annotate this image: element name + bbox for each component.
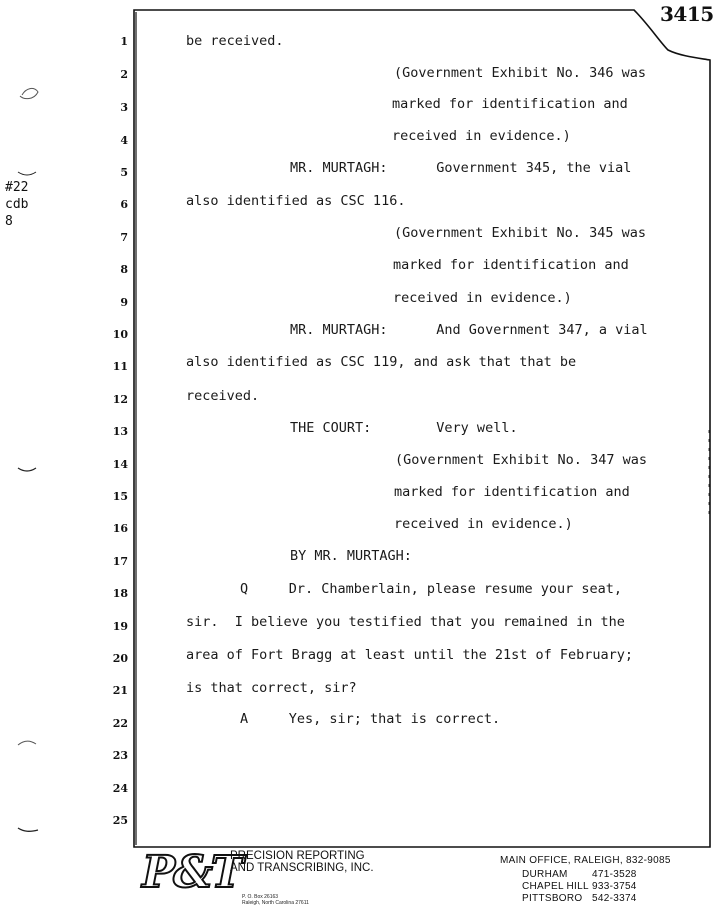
transcript-line: sir. I believe you testified that you remained in the (186, 614, 625, 630)
line-number: 14 (112, 458, 128, 471)
line-number: 23 (112, 749, 128, 762)
company-name-line2: AND TRANSCRIBING, INC. (230, 862, 374, 874)
margin-note: 8 (5, 214, 13, 229)
transcript-line: THE COURT: Very well. (290, 420, 518, 436)
transcript-line: received in evidence.) (392, 128, 571, 144)
office-phone: 471-3528 (592, 869, 637, 880)
transcript-line: A Yes, sir; that is correct. (240, 711, 501, 727)
transcript-line: Q Dr. Chamberlain, please resume your seat, (240, 581, 623, 597)
page-number: 3415 (660, 2, 714, 26)
line-number: 8 (120, 263, 128, 276)
line-number: 15 (112, 490, 128, 503)
line-number: 10 (112, 328, 128, 341)
line-number: 1 (120, 35, 128, 48)
office-city: CHAPEL HILL (522, 881, 589, 892)
line-number: 20 (112, 652, 128, 665)
line-number: 3 (120, 101, 128, 114)
margin-note: cdb (5, 197, 29, 212)
company-address-line2: Raleigh, North Carolina 27611 (242, 900, 309, 906)
main-office: MAIN OFFICE, RALEIGH, 832-9085 (500, 855, 671, 866)
line-number: 18 (112, 587, 128, 600)
line-number: 21 (112, 684, 128, 697)
line-number: 6 (120, 198, 128, 211)
office-city: PITTSBORO (522, 893, 583, 904)
company-name-line1: PRECISION REPORTING (230, 850, 365, 862)
transcript-line: be received. (186, 33, 284, 49)
line-number: 13 (112, 425, 128, 438)
line-number: 22 (112, 717, 128, 730)
transcript-line: marked for identification and (392, 96, 628, 112)
transcript-line: MR. MURTAGH: Government 345, the vial (290, 160, 632, 176)
office-phone: 542-3374 (592, 893, 637, 904)
transcript-line: (Government Exhibit No. 345 was (394, 225, 646, 241)
company-logo: P&T (142, 847, 242, 898)
margin-note: #22 (5, 180, 29, 195)
transcript-line: is that correct, sir? (186, 680, 357, 696)
line-number: 17 (112, 555, 128, 568)
transcript-line: received. (186, 388, 260, 404)
transcript-line: also identified as CSC 119, and ask that that be (186, 354, 577, 370)
transcript-line: received in evidence.) (393, 290, 572, 306)
transcript-line: marked for identification and (394, 484, 630, 500)
line-number: 4 (120, 134, 128, 147)
transcript-line: marked for identification and (393, 257, 629, 273)
office-phone: 933-3754 (592, 881, 637, 892)
line-number: 9 (120, 296, 128, 309)
transcript-line: (Government Exhibit No. 346 was (394, 65, 646, 81)
transcript-line: (Government Exhibit No. 347 was (395, 452, 647, 468)
line-number: 24 (112, 782, 128, 795)
line-number: 12 (112, 393, 128, 406)
line-number: 7 (120, 231, 128, 244)
line-number: 25 (112, 814, 128, 827)
transcript-line: BY MR. MURTAGH: (290, 548, 412, 564)
company-address-line1: P. O. Box 26163 (242, 894, 279, 900)
line-number: 11 (112, 360, 128, 373)
transcript-line: MR. MURTAGH: And Government 347, a vial (290, 322, 648, 338)
line-number: 19 (112, 620, 128, 633)
transcript-line: also identified as CSC 116. (186, 193, 406, 209)
line-number: 16 (112, 522, 128, 535)
line-number: 5 (120, 166, 128, 179)
transcript-line: received in evidence.) (394, 516, 573, 532)
transcript-line: area of Fort Bragg at least until the 21st of February; (186, 647, 634, 663)
line-number: 2 (120, 68, 128, 81)
office-city: DURHAM (522, 869, 568, 880)
